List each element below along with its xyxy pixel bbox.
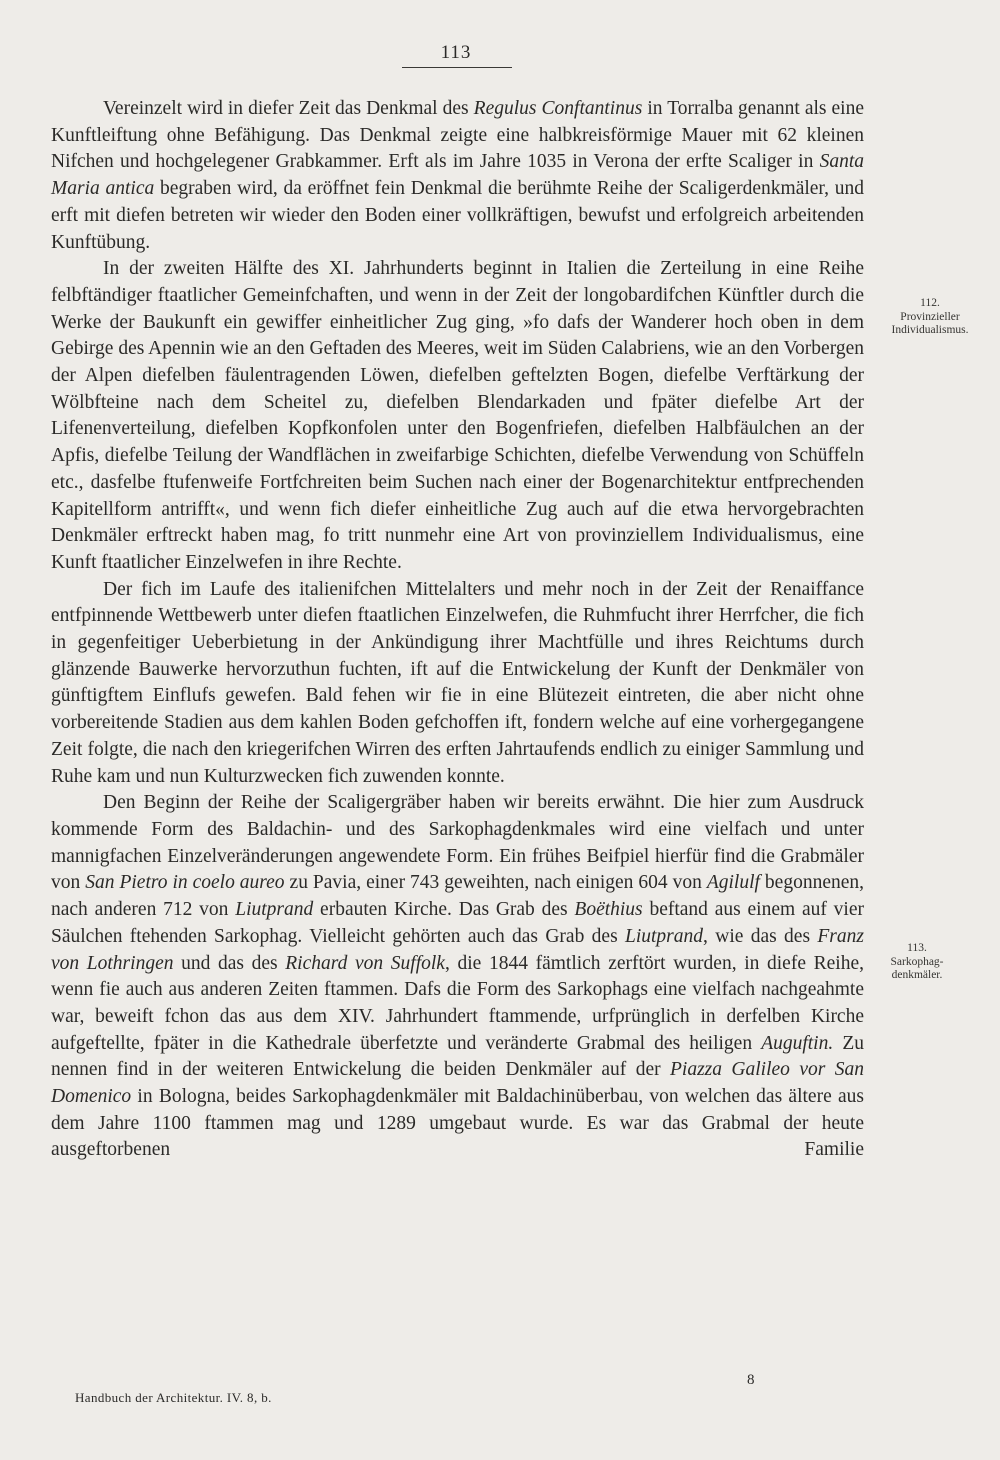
italic-name: Regulus Conftantinus	[473, 98, 643, 119]
italic-name: San Pietro in coelo aureo	[85, 872, 285, 894]
margin-note-112	[875, 297, 985, 338]
margin-note-line: Provinzieller	[900, 310, 960, 323]
paragraph-1: Vereinzelt wird in diefer Zeit das Denkmal des Regulus Conftantinus in Torralba genannt als eine Kunftleiftung ohne Befähigung. Das Denkmal zeigte eine halbkreisförmige Mauer mit 62 kleinen Nifchen und hochgelegener Grabkammer. Erft als im Jahre 1035 in Verona der erfte Scaliger in Santa Maria antica begraben wird, da eröffnet fein Denkmal die berühmte Reihe der Scaligerdenkmäler, und erft mit diefen betreten wir wieder den Boden einer vollkräftigen, bewufst und erfolgreich arbeitenden Kunftübung.	[51, 98, 864, 253]
italic-name: Liutprand	[625, 925, 704, 947]
paragraph-4: Den Beginn der Reihe der Scaligergräber haben wir bereits erwähnt. Die hier zum Ausdruck kommende Form des Baldachin- und des Sarkophagdenkmales wird eine vielfach und unter mannigfachen Einzelveränderungen angewendete Form. Ein frühes Beifpiel hierfür find die Grabmäler von San Pietro in coelo aureo zu Pavia, einer 743 geweihten, nach einigen 604 von Agilulf begonnenen, nach anderen 712 von Liutprand erbauten Kirche. Das Grab des Boëthius beftand aus einem auf vier Säulchen ftehenden Sarkophag. Vielleicht gehörten auch das Grab des Liutprand, wie das des Franz von Lothringen und das des Richard von Suffolk, die 1844 fämtlich zerftört wurden, in diefe Reihe, wenn fie auch aus anderen Zeiten ftammen. Dafs die Form des Sarkophags eine vielfach nachgeahmte war, beweift fchon das aus dem XIV. Jahrhundert ftammende, urfprünglich in derfelben Kirche aufgeftellte, fpäter in die Kathedrale überfetzte und veränderte Grabmal des heiligen Auguftin. Zu nennen find in der weiteren Entwickelung die beiden Denkmäler auf der Piazza Galileo vor San Domenico in Bologna, beides Sarkophagdenkmäler mit Baldachinüberbau, von welchen das ältere aus dem Jahre 1100 ftammen mag und 1289 umgebaut wurde. Es war das Grabmal der heute ausgeftorbenen Familie	[51, 792, 865, 1161]
footer-publication: Handbuch der Architektur. IV. 8, b.	[75, 1390, 272, 1405]
margin-note-number: 113.	[907, 942, 927, 954]
margin-note-line: Individualismus.	[891, 324, 969, 336]
italic-name: Franz von Lothringen	[51, 925, 864, 974]
margin-note-line: Sarkophag-	[890, 955, 944, 968]
margin-note-113	[862, 942, 972, 983]
body-text	[51, 96, 864, 1164]
paragraph-2: In der zweiten Hälfte des XI. Jahrhunderts beginnt in Italien die Zerteilung in eine Reihe felbftändiger ftaatlicher Gemeinfchaften, und wenn in der Zeit der longobardifchen Künftler durch die Werke der Baukunft ein gewiffer einheitlicher Zug ging, »fo dafs der Wanderer hoch oben in dem Gebirge des Apennin wie an den Geftaden des Meeres, weit im Süden Calabriens, wie an den Vorbergen der Alpen diefelben fäulentragenden Löwen, diefelben geftelzten Bogen, diefelbe Verftärkung der Wölbfteine nach dem Scheitel zu, diefelben Blendarkaden und fpäter diefelbe Art der Lifenenverteilung, diefelben Kopfkonfolen unter den Bogenfriefen, diefelben Halbfäulchen an der Apfis, diefelbe Teilung der Wandflächen in zweifarbige Schichten, diefelbe Verwendung von Schüffeln etc., dasfelbe ftufenweife Fortfchreiten beim Suchen nach einer der Bogenarchitektur entfprechenden Kapitellform antrifft«, und wenn fich diefer einheitliche Zug auch auf die etwa hervorgebrachten Denkmäler erftreckt haben mag, fo tritt nunmehr eine Art von provinziellem Individualismus, eine Kunft ftaatlicher Einzelwefen in ihre Rechte.	[51, 258, 865, 573]
italic-name: Piazza Galileo vor San Domenico	[51, 1059, 864, 1108]
italic-name: Auguftin.	[761, 1032, 834, 1054]
italic-name: Agilulf	[706, 872, 760, 894]
margin-note-number: 112.	[920, 297, 940, 309]
paragraph-3: Der fich im Laufe des italienifchen Mittelalters und mehr noch in der Zeit der Renaiffance entfpinnende Wettbewerb unter diefen ftaatlichen Einzelwefen, die Ruhmfucht ihrer Herrfcher, die fich in gegenfeitiger Ueberbietung in der Ankündigung ihrer Machtfülle und ihres Reichtums durch glänzende Bauwerke hervorzuthun fuchten, ift auf die Entwickelung der Kunft der Denkmäler von günftigftem Einflufs gewefen. Bald fehen wir fie in eine Blütezeit eintreten, die aber nicht ohne vorbereitende Stadien aus dem kahlen Boden gefchoffen ift, fondern welche auf eine vorhergegangene Zeit folgte, die nach den kriegerifchen Wirren des erften Jahrtaufends endlich zu einiger Sammlung und Ruhe kam und nun Kulturzwecken fich zuwenden konnte.	[51, 578, 864, 787]
page-number: 113	[440, 42, 472, 63]
margin-note-line: denkmäler.	[891, 969, 943, 981]
italic-name: Santa Maria antica	[51, 151, 864, 200]
header-rule	[402, 67, 512, 68]
italic-name: Richard von Suffolk	[285, 952, 445, 974]
italic-name: Boëthius	[574, 899, 643, 921]
italic-name: Liutprand	[235, 899, 314, 921]
footer-signature: 8	[747, 1372, 755, 1388]
